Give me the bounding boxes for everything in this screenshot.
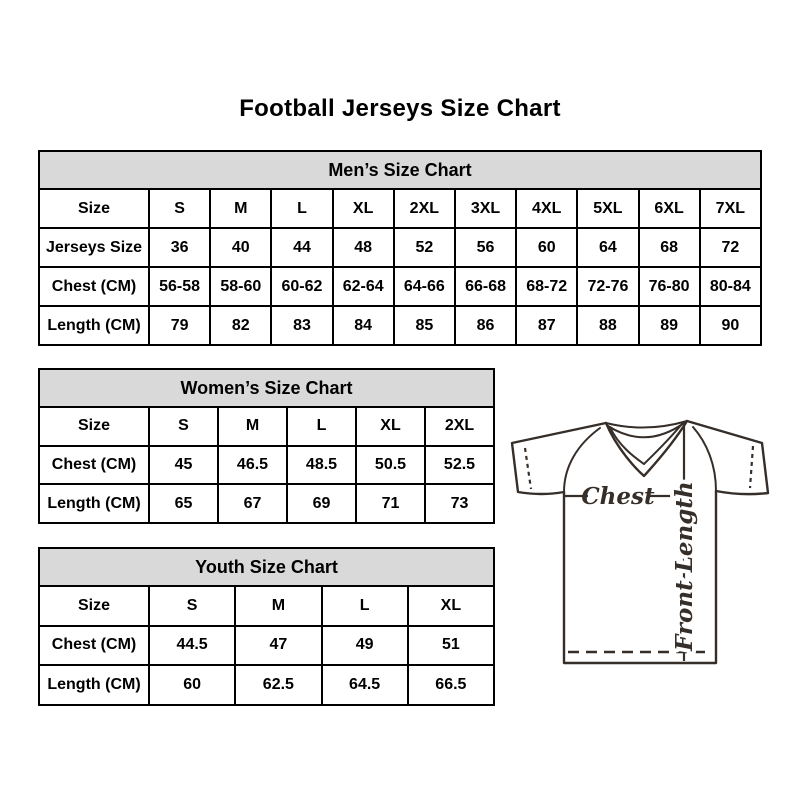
youth-size-table [38,547,495,706]
size-cell: XL [333,189,394,228]
size-cell: 4XL [516,189,577,228]
size-cell: M [235,586,321,626]
size-cell: M [218,407,287,446]
size-cell: 64-66 [394,267,455,306]
table-row [39,665,494,705]
size-cell: 60 [149,665,235,705]
size-cell: 68-72 [516,267,577,306]
size-cell: 85 [394,306,455,345]
size-cell: 64.5 [322,665,408,705]
jersey-left-sleeve [512,423,606,494]
table-title-row [39,151,761,189]
row-label: Length (CM) [39,306,149,345]
size-cell: 60-62 [271,267,332,306]
size-cell: 76-80 [639,267,700,306]
size-cell: 86 [455,306,516,345]
size-cell: XL [408,586,494,626]
size-cell: XL [356,407,425,446]
size-cell: 62-64 [333,267,394,306]
size-cell: 73 [425,484,494,523]
size-cell: 44.5 [149,626,235,666]
size-cell: 44 [271,228,332,267]
size-cell: 7XL [700,189,761,228]
table-row [39,446,494,485]
size-cell: 46.5 [218,446,287,485]
jersey-left-armhole-seam [564,428,600,492]
size-cell: 89 [639,306,700,345]
size-cell: L [271,189,332,228]
size-cell: 52 [394,228,455,267]
table-row [39,586,494,626]
table-row [39,267,761,306]
size-cell: 83 [271,306,332,345]
size-cell: 72-76 [577,267,638,306]
row-label: Size [39,586,149,626]
size-cell: S [149,189,210,228]
size-cell: 65 [149,484,218,523]
table-row [39,626,494,666]
size-cell: 45 [149,446,218,485]
size-cell: 36 [149,228,210,267]
size-cell: 82 [210,306,271,345]
size-cell: 2XL [425,407,494,446]
size-cell: L [287,407,356,446]
jersey-vneck-outer [606,421,687,476]
table-row [39,189,761,228]
size-cell: 5XL [577,189,638,228]
size-cell: 88 [577,306,638,345]
size-cell: 51 [408,626,494,666]
size-cell: 49 [322,626,408,666]
size-cell: 62.5 [235,665,321,705]
size-cell: 72 [700,228,761,267]
jersey-vneck-inner [610,424,682,464]
jersey-right-cuff-stitch [750,446,753,488]
row-label: Chest (CM) [39,446,149,485]
size-cell: 56-58 [149,267,210,306]
row-label: Length (CM) [39,484,149,523]
size-cell: 71 [356,484,425,523]
page-title: Football Jerseys Size Chart [239,95,561,122]
size-cell: 66.5 [408,665,494,705]
size-cell: 66-68 [455,267,516,306]
size-cell: 64 [577,228,638,267]
row-label: Chest (CM) [39,267,149,306]
size-cell: 67 [218,484,287,523]
size-cell: 79 [149,306,210,345]
womens-table-title: Women’s Size Chart [39,369,494,407]
table-row [39,407,494,446]
size-cell: 56 [455,228,516,267]
jersey-left-cuff-stitch [525,448,531,489]
size-cell: 52.5 [425,446,494,485]
table-title-row [39,548,494,586]
jersey-right-sleeve [687,421,768,494]
row-label: Size [39,407,149,446]
mens-table-title: Men’s Size Chart [39,151,761,189]
front-length-label: Front Length [671,481,698,651]
chest-label: Chest [581,483,655,510]
youth-table-title: Youth Size Chart [39,548,494,586]
size-cell: 80-84 [700,267,761,306]
jersey-right-armhole-seam [693,427,716,491]
row-label: Length (CM) [39,665,149,705]
size-cell: S [149,407,218,446]
size-cell: 60 [516,228,577,267]
table-row [39,484,494,523]
size-cell: 68 [639,228,700,267]
jersey-collar-inner-arc [608,423,684,437]
mens-size-table [38,150,762,346]
size-cell: 50.5 [356,446,425,485]
size-cell: 40 [210,228,271,267]
table-title-row [39,369,494,407]
size-cell: 3XL [455,189,516,228]
size-cell: 58-60 [210,267,271,306]
size-cell: M [210,189,271,228]
size-cell: 87 [516,306,577,345]
size-cell: 48.5 [287,446,356,485]
row-label: Size [39,189,149,228]
size-cell: 69 [287,484,356,523]
size-cell: 48 [333,228,394,267]
jersey-collar-top [606,421,687,428]
table-row [39,306,761,345]
size-cell: 47 [235,626,321,666]
size-cell: 90 [700,306,761,345]
womens-size-table [38,368,495,524]
table-row [39,228,761,267]
size-cell: S [149,586,235,626]
size-cell: 84 [333,306,394,345]
size-cell: 6XL [639,189,700,228]
jersey-body-outline [564,491,716,663]
row-label: Jerseys Size [39,228,149,267]
size-cell: 2XL [394,189,455,228]
size-cell: L [322,586,408,626]
row-label: Chest (CM) [39,626,149,666]
